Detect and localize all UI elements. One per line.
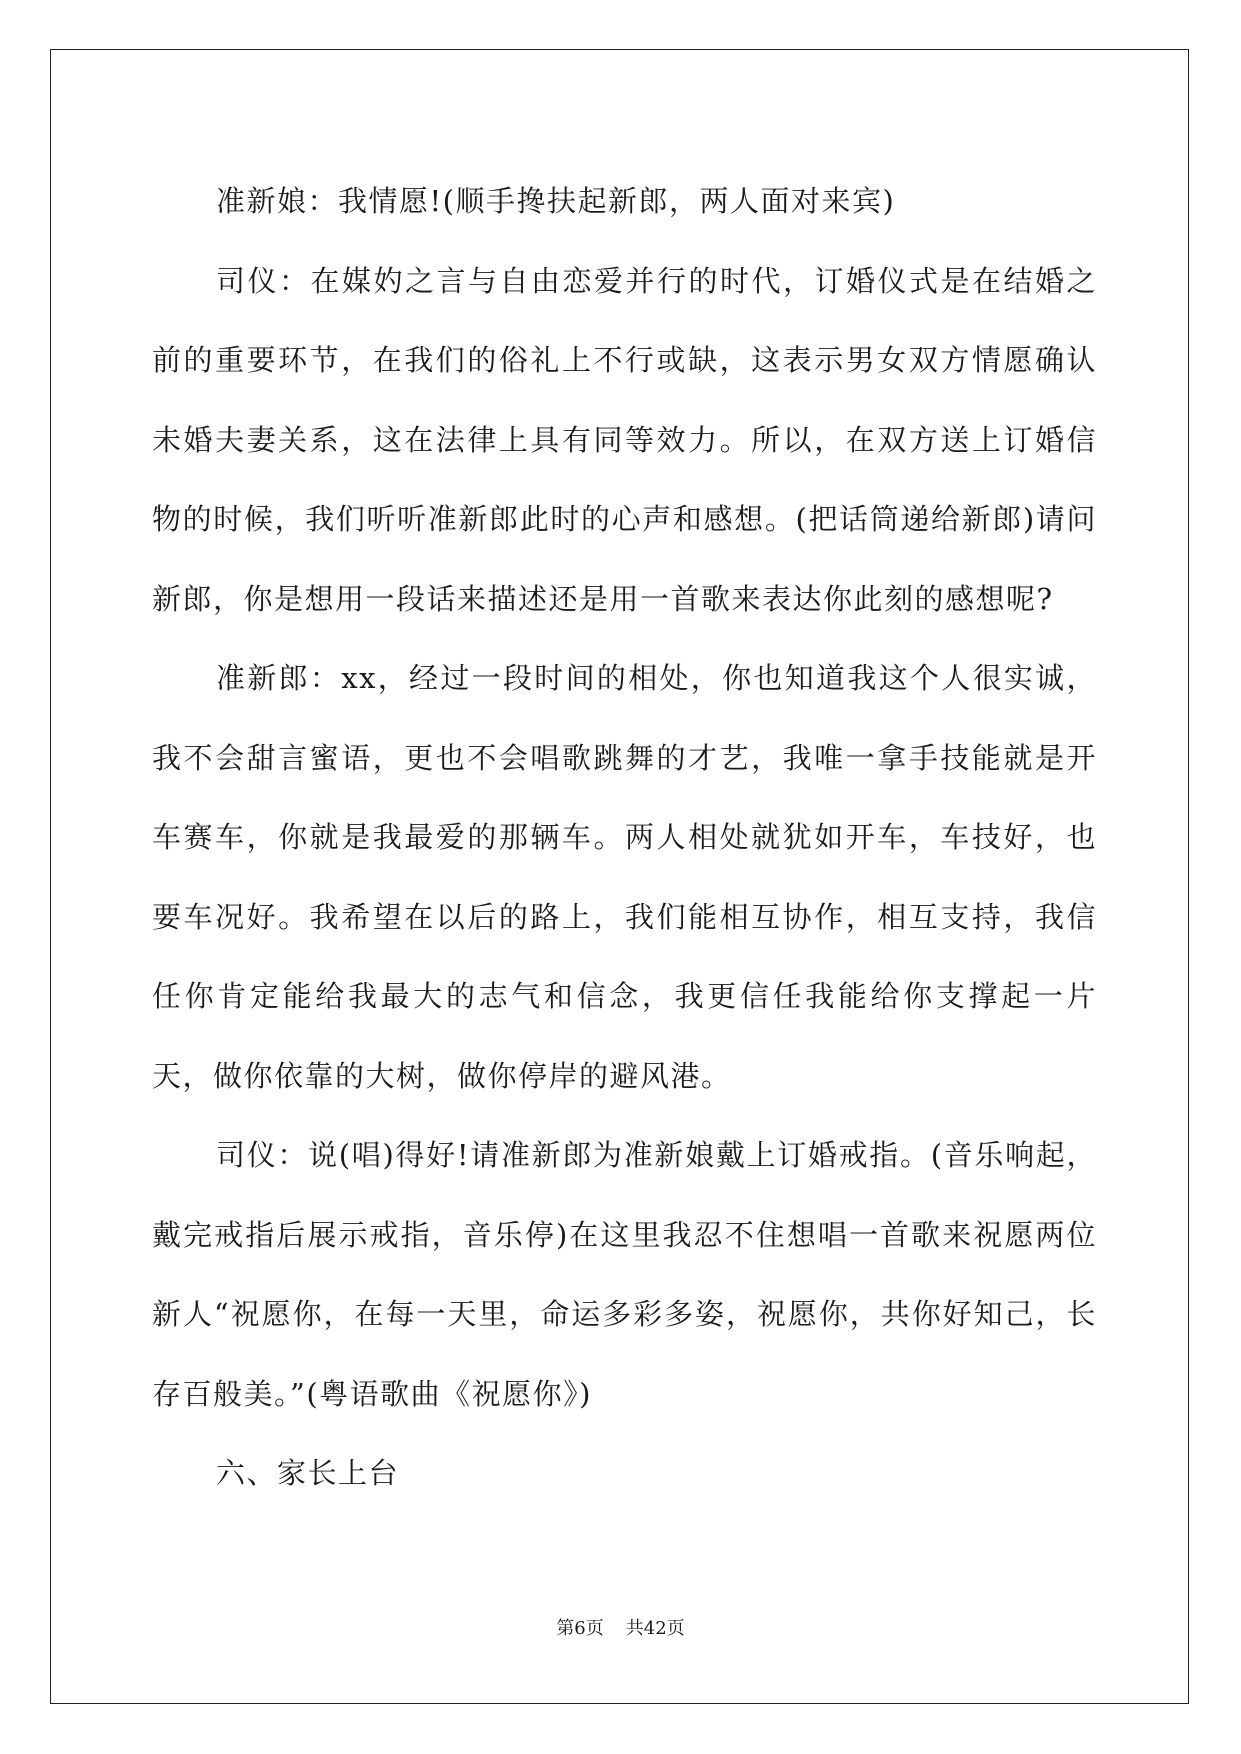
current-page-label: 第6页 [556,1618,604,1639]
total-pages-label: 共42页 [625,1618,685,1639]
page-footer [0,1614,1241,1640]
paragraph-emcee-ring: 司仪：说(唱)得好!请准新郎为准新娘戴上订婚戒指。(音乐响起，戴完戒指后展示戒指，音乐停)在这里我忍不住想唱一首歌来祝愿两位新人“祝愿你，在每一天里，命运多彩多姿，祝愿你，共你好知己，长存百般美。”(粤语歌曲《祝愿你》) [152,1138,1097,1411]
paragraph-emcee-engagement: 司仪：在媒妁之言与自由恋爱并行的时代，订婚仪式是在结婚之前的重要环节，在我们的俗礼上不行或缺，这表示男女双方情愿确认未婚夫妻关系，这在法律上具有同等效力。所以，在双方送上订婚信物的时候，我们听听准新郎此时的心声和感想。(把话筒递给新郎)请问新郎，你是想用一段话来描述还是用一首歌来表达你此刻的感想呢? [152,263,1097,616]
document-body [152,162,1097,1514]
paragraph-groom-speech: 准新郎：xx，经过一段时间的相处，你也知道我这个人很实诚，我不会甜言蜜语，更也不会唱歌跳舞的才艺，我唯一拿手技能就是开车赛车，你就是我最爱的那辆车。两人相处就犹如开车，车技好，也要车况好。我希望在以后的路上，我们能相互协作，相互支持，我信任你肯定能给我最大的志气和信念，我更信任我能给你支撑起一片天，做你依靠的大树，做你停岸的避风港。 [152,661,1097,1093]
paragraph-bride-reply: 准新娘：我情愿!(顺手搀扶起新郎，两人面对来宾) [216,184,896,218]
section-heading-parents: 六、家长上台 [216,1456,400,1490]
